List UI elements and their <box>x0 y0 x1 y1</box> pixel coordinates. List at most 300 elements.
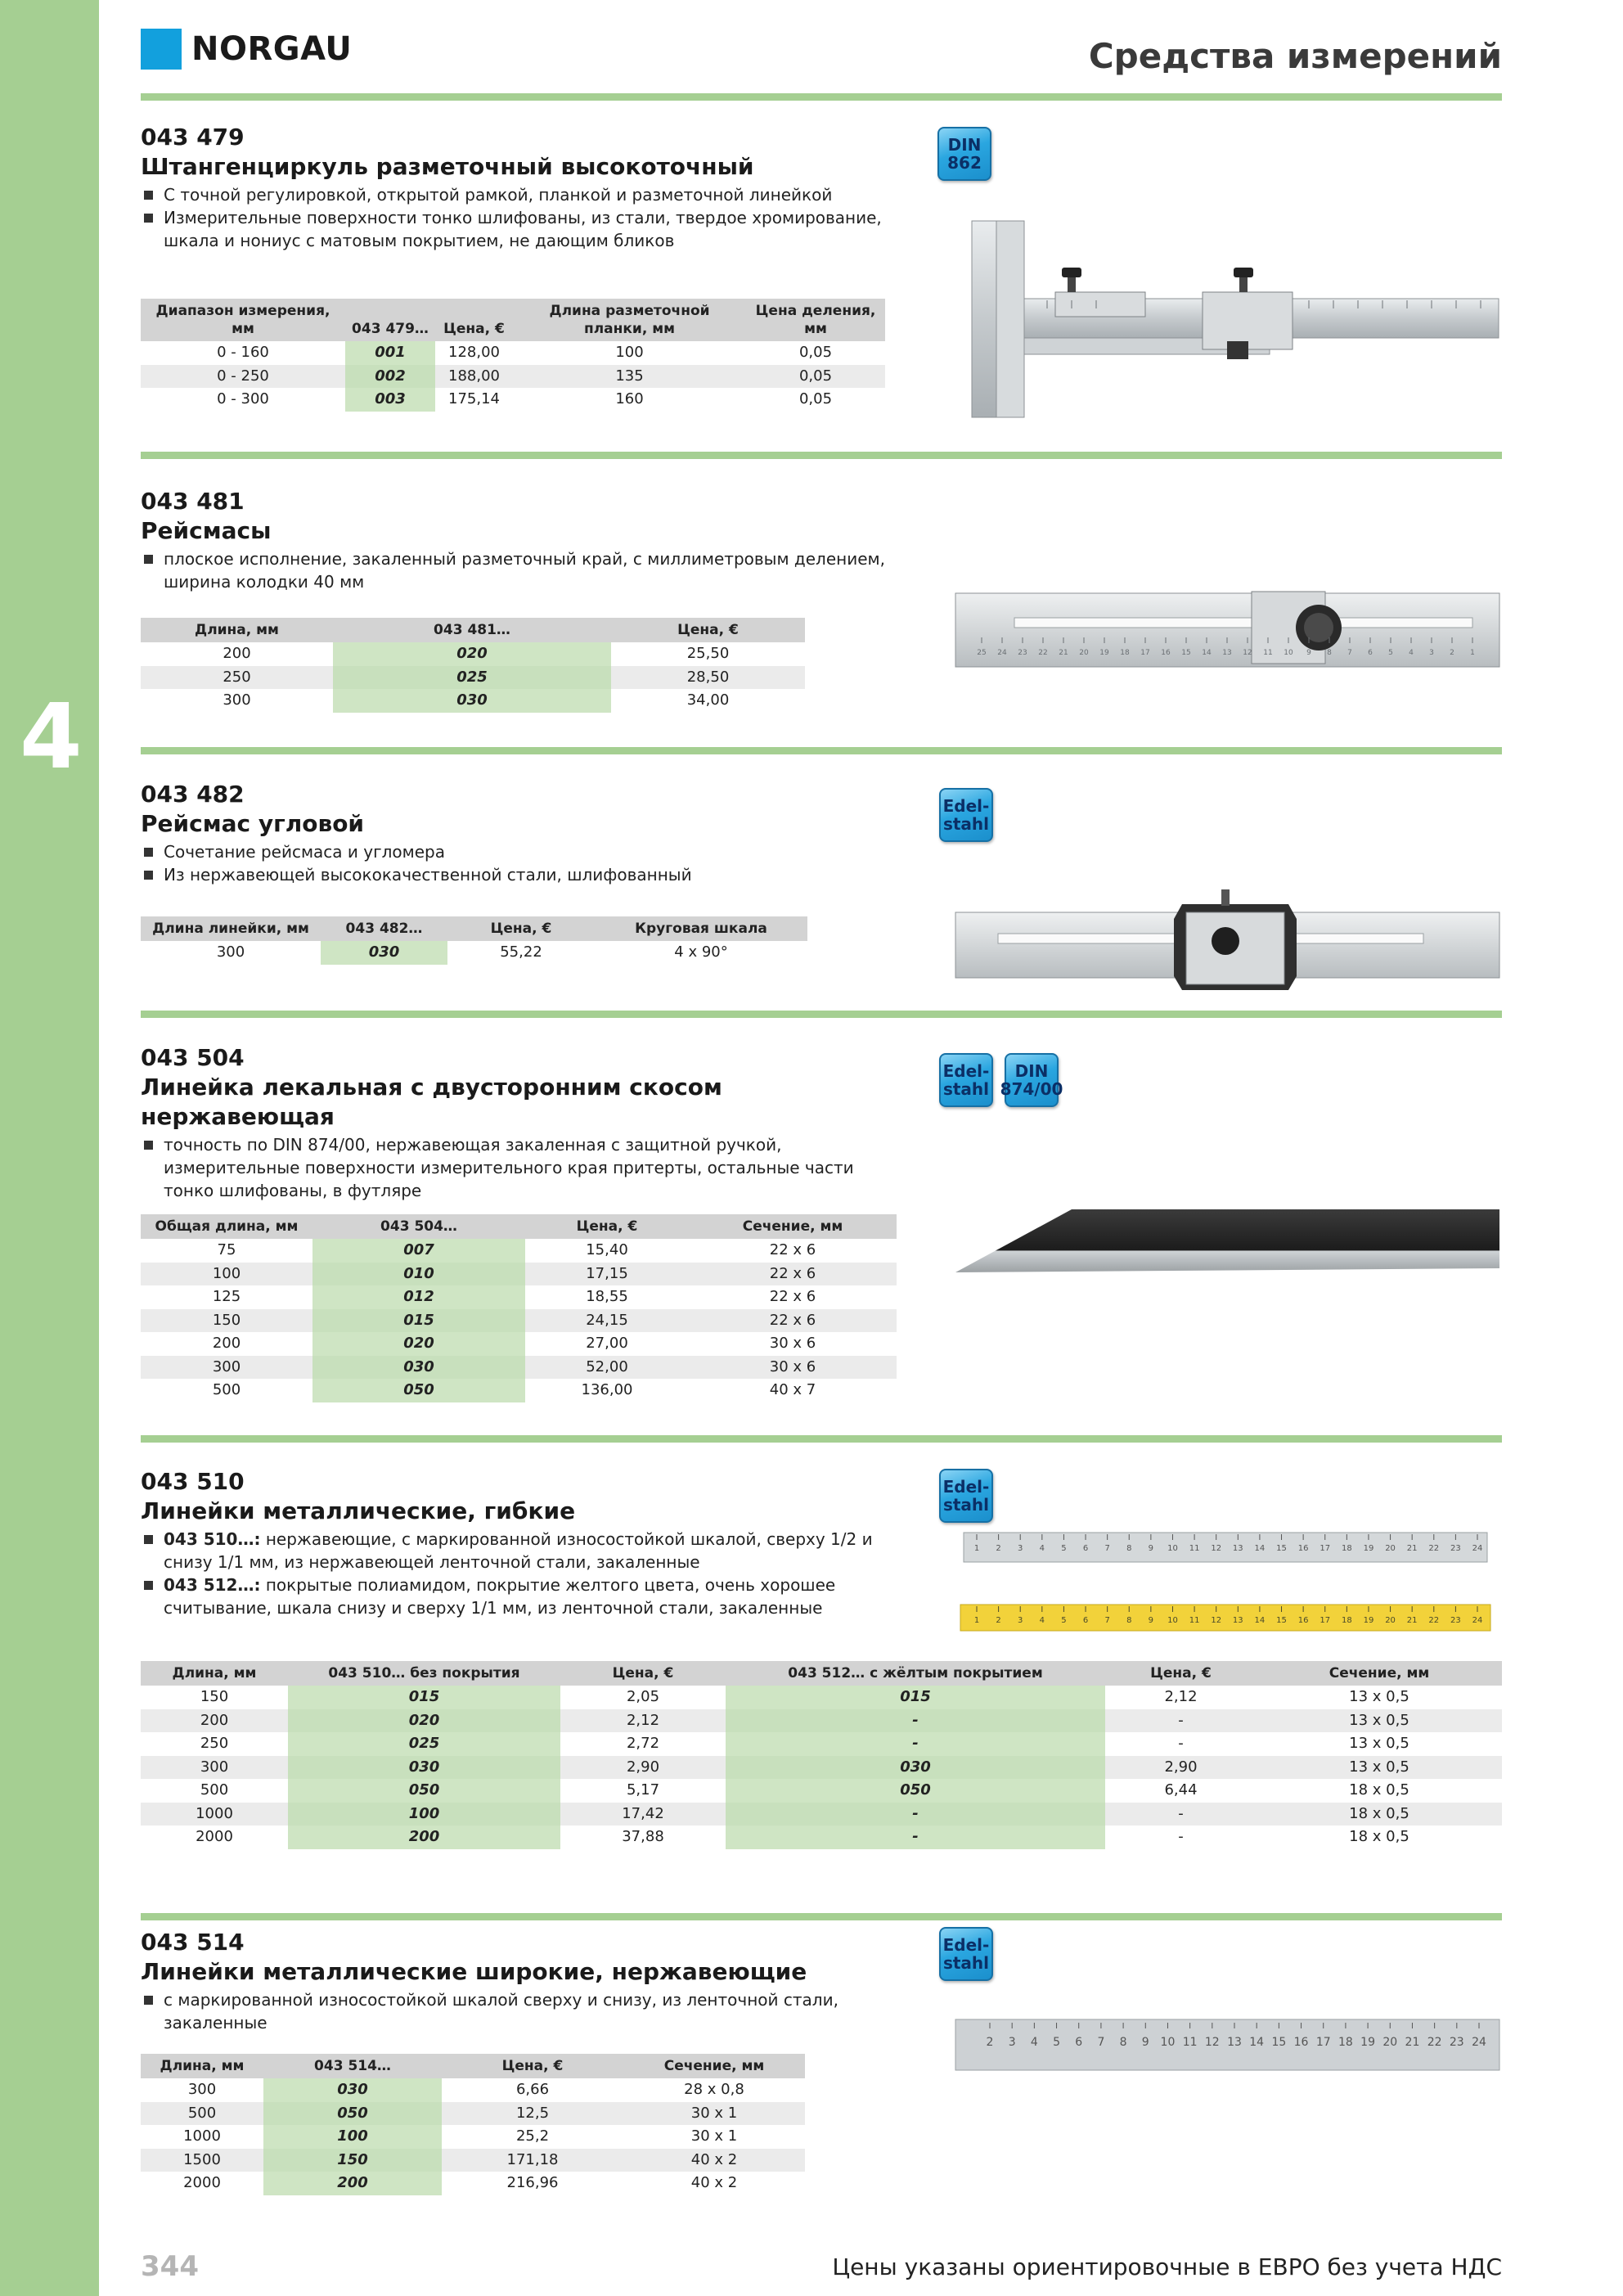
table-row <box>141 2172 805 2195</box>
section-divider <box>141 1913 1502 1920</box>
column-header: Сечение, мм <box>623 2054 805 2078</box>
order-code-cell: 012 <box>312 1285 525 1309</box>
brand-name: NORGAU <box>191 30 353 68</box>
table-cell: 13 x 0,5 <box>1257 1709 1502 1733</box>
ruler-number: 25 <box>977 649 987 657</box>
order-code-cell: 050 <box>263 2102 442 2126</box>
table-cell: 0,05 <box>746 365 885 389</box>
table-header-row <box>141 1661 1502 1686</box>
brand-logo <box>141 29 352 70</box>
order-code-cell: 030 <box>333 689 611 713</box>
ruler-number: 4 <box>1039 1544 1045 1553</box>
feature-item-text: нержавеющие, с маркированной износостойкой шкалой, сверху 1/2 и снизу 1/1 мм, из нержавеющей ленточной стали, закаленные <box>164 1529 873 1572</box>
ruler-number: 1 <box>1470 649 1475 657</box>
order-code-cell: 030 <box>312 1356 525 1380</box>
column-header: Цена, € <box>525 1214 689 1239</box>
badge-line: Edel- <box>942 1061 990 1081</box>
table-row <box>141 689 805 713</box>
ruler-number: 6 <box>1075 2036 1083 2049</box>
edelstahl-badge <box>939 1053 993 1107</box>
table-cell: 0 - 160 <box>217 344 269 362</box>
page-title: Средства измерений <box>1088 36 1502 76</box>
table-cell: 0,05 <box>798 390 833 408</box>
table-row <box>141 1263 897 1286</box>
order-code-cell: 020 <box>288 1709 560 1733</box>
table-cell: 24,15 <box>525 1309 689 1333</box>
ruler-number: 22 <box>1038 649 1048 657</box>
logo-square-icon <box>141 29 182 70</box>
table-cell: 13 x 0,5 <box>1257 1756 1502 1780</box>
badge-line: 874/00 <box>1000 1079 1063 1099</box>
table-cell: 300 <box>141 1756 288 1780</box>
article-number: 043 479 <box>141 124 245 151</box>
spec-table-043514 <box>141 2054 805 2195</box>
feature-list <box>141 1988 893 2034</box>
table-header-row <box>141 2054 805 2078</box>
table-cell: 100 <box>615 344 644 362</box>
ruler-number: 4 <box>1409 649 1414 657</box>
table-cell: 300 <box>223 691 251 709</box>
feature-list <box>141 1528 877 1619</box>
table-cell: 1000 <box>141 1803 288 1826</box>
angle-scribing-gauge-image <box>949 880 1505 994</box>
ruler-number: 14 <box>1254 1616 1266 1625</box>
table-row <box>141 642 805 666</box>
ruler-number: 18 <box>1341 1616 1352 1625</box>
ruler-number: 17 <box>1140 649 1150 657</box>
ruler-number: 24 <box>1472 1544 1483 1553</box>
order-code-cell: 020 <box>312 1332 525 1356</box>
table-cell: 52,00 <box>525 1356 689 1380</box>
marking-caliper-image <box>965 217 1505 421</box>
article-number: 043 481 <box>141 488 245 515</box>
column-header: 043 514… <box>263 2054 442 2078</box>
ruler-number: 14 <box>1249 2036 1265 2049</box>
table-cell: 22 x 6 <box>769 1241 816 1259</box>
table-cell: 30 x 6 <box>689 1356 897 1380</box>
ruler-number: 11 <box>1263 649 1273 657</box>
product-section-043481 <box>141 487 893 593</box>
table-cell: - <box>1178 1828 1184 1846</box>
order-code-cell: 025 <box>288 1732 560 1756</box>
ruler-number: 7 <box>1097 2036 1105 2049</box>
table-row <box>141 1332 897 1356</box>
table-cell: 150 <box>141 1309 312 1333</box>
section-title: Линейки металлические, гибкие <box>141 1497 576 1524</box>
ruler-number: 11 <box>1182 2036 1198 2049</box>
ruler-number: 3 <box>1018 1616 1023 1625</box>
table-cell: 4 x 90° <box>674 943 728 961</box>
ruler-number: 19 <box>1363 1544 1374 1553</box>
ruler-number: 17 <box>1320 1544 1331 1553</box>
ruler-number: 19 <box>1099 649 1109 657</box>
ruler-number: 12 <box>1211 1616 1222 1625</box>
ruler-number: 23 <box>1450 1544 1461 1553</box>
article-number: 043 504 <box>141 1044 245 1071</box>
table-cell: 1500 <box>141 2149 263 2172</box>
ruler-number: 9 <box>1148 1544 1154 1553</box>
ruler-number: 3 <box>1429 649 1434 657</box>
column-header: Цена, € <box>447 916 595 941</box>
ruler-number: 19 <box>1363 1616 1374 1625</box>
order-code-cell: - <box>726 1826 1105 1849</box>
table-cell: 6,44 <box>1164 1781 1198 1799</box>
table-cell: 135 <box>513 365 746 389</box>
order-code-cell: 002 <box>345 365 435 389</box>
table-cell: 128,00 <box>448 344 500 362</box>
ruler-number: 5 <box>1061 1544 1067 1553</box>
ruler-number: 13 <box>1222 649 1232 657</box>
ruler-number: 14 <box>1202 649 1212 657</box>
table-cell: 500 <box>141 2102 263 2126</box>
table-cell: 40 x 2 <box>623 2149 805 2172</box>
ruler-number: 21 <box>1059 649 1068 657</box>
table-row <box>141 1686 1502 1709</box>
table-cell: 1000 <box>183 2127 221 2145</box>
order-code-cell: 015 <box>288 1686 560 1709</box>
section-divider <box>141 452 1502 459</box>
feature-item: плоское исполнение, закаленный разметочный край, с миллиметровым делением, ширина колодки 40 мм <box>141 547 893 593</box>
ruler-number: 4 <box>1030 2036 1038 2049</box>
column-header: 043 504… <box>312 1214 525 1239</box>
table-row <box>141 388 885 412</box>
section-divider <box>141 747 1502 754</box>
table-cell: 171,18 <box>442 2149 623 2172</box>
table-cell: 175,14 <box>448 390 500 408</box>
column-header: Цена, € <box>560 1661 726 1686</box>
table-cell: 100 <box>141 1263 312 1286</box>
column-header: Цена, € <box>611 618 805 642</box>
order-code-cell: 010 <box>312 1263 525 1286</box>
ruler-number: 10 <box>1167 1616 1178 1625</box>
table-cell: 6,66 <box>515 2081 550 2099</box>
column-header: 043 481… <box>333 618 611 642</box>
order-code-cell: - <box>726 1732 1105 1756</box>
table-cell: 17,15 <box>525 1263 689 1286</box>
spec-table-043479 <box>141 299 885 412</box>
badge-line: stahl <box>942 1953 990 1973</box>
ruler-number: 10 <box>1167 1544 1178 1553</box>
feature-item: Измерительные поверхности тонко шлифованы, из стали, твердое хромирование, шкала и нониус с матовым покрытием, не дающим бликов <box>141 206 893 252</box>
ruler-number: 12 <box>1243 649 1252 657</box>
ruler-number: 2 <box>996 1544 1001 1553</box>
ruler-number: 23 <box>1450 1616 1461 1625</box>
table-row <box>141 1239 897 1263</box>
product-section-043482 <box>141 780 893 886</box>
edelstahl-badge <box>939 788 993 842</box>
order-code-cell: 020 <box>333 642 611 666</box>
table-cell: 160 <box>615 390 644 408</box>
ruler-number: 20 <box>1385 1544 1396 1553</box>
ruler-number: 8 <box>1126 1616 1132 1625</box>
table-cell: 2,12 <box>560 1709 726 1733</box>
table-cell: 200 <box>212 1335 241 1353</box>
table-header-row <box>141 1214 897 1239</box>
ruler-number: 6 <box>1082 1616 1089 1625</box>
din-badge <box>1000 1053 1063 1107</box>
ruler-number: 16 <box>1293 2036 1309 2049</box>
ruler-number: 1 <box>973 1544 980 1553</box>
badge-line: Edel- <box>942 1935 990 1955</box>
table-cell: 28,50 <box>611 666 805 690</box>
table-row <box>141 1732 1502 1756</box>
ruler-number: 17 <box>1315 2036 1331 2049</box>
table-cell: 0 - 250 <box>141 365 345 389</box>
table-row <box>141 1826 1502 1849</box>
table-cell: 17,42 <box>560 1803 726 1826</box>
ruler-number: 10 <box>1284 649 1293 657</box>
table-cell: 55,22 <box>500 943 542 961</box>
ruler-number: 3 <box>1018 1544 1023 1553</box>
table-row <box>141 1709 1502 1733</box>
wide-steel-ruler-image <box>949 2013 1505 2074</box>
ruler-number: 9 <box>1306 649 1311 657</box>
table-cell: 34,00 <box>686 691 730 709</box>
ruler-number: 15 <box>1276 1616 1287 1625</box>
section-divider <box>141 93 1502 101</box>
chapter-side-strip <box>0 0 101 2296</box>
feature-item-code: 043 510…: <box>164 1529 261 1549</box>
table-cell: 216,96 <box>506 2174 559 2192</box>
table-cell: 13 x 0,5 <box>1349 1688 1409 1706</box>
ruler-number: 10 <box>1160 2036 1176 2049</box>
column-header: 043 479… <box>345 299 435 341</box>
table-cell: 0,05 <box>798 344 833 362</box>
feature-item: точность по DIN 874/00, нержавеющая закаленная с защитной ручкой, измерительные поверхности измерительного края притерты, остальные части тонко шлифованы, в футляре <box>141 1133 893 1202</box>
page-number: 344 <box>141 2250 199 2283</box>
ruler-number: 8 <box>1327 649 1332 657</box>
ruler-number: 21 <box>1406 1544 1418 1553</box>
column-header: Общая длина, мм <box>141 1214 312 1239</box>
order-code-cell: 015 <box>312 1309 525 1333</box>
ruler-number: 20 <box>1385 1616 1396 1625</box>
ruler-number: 6 <box>1368 649 1373 657</box>
badge-line: DIN <box>947 135 982 155</box>
feature-item: с маркированной износостойкой шкалой сверху и снизу, из ленточной стали, закаленные <box>141 1988 893 2034</box>
ruler-number: 5 <box>1061 1616 1067 1625</box>
order-code-cell: 003 <box>345 388 435 412</box>
ruler-number: 21 <box>1405 2036 1420 2049</box>
order-code-cell: 050 <box>726 1779 1105 1803</box>
table-cell: 18 x 0,5 <box>1349 1828 1409 1846</box>
column-header: Цена, € <box>1105 1661 1257 1686</box>
table-cell: 2000 <box>183 2174 221 2192</box>
badge-line: Edel- <box>942 796 990 816</box>
table-cell: 13 x 0,5 <box>1349 1735 1409 1753</box>
feature-item <box>141 1573 877 1619</box>
table-cell: 2,72 <box>626 1735 660 1753</box>
spec-table-043481 <box>141 618 805 713</box>
ruler-number: 22 <box>1428 1544 1440 1553</box>
section-title: Рейсмас угловой <box>141 810 365 837</box>
feature-item: Сочетание рейсмаса и угломера <box>141 840 893 863</box>
table-cell: 300 <box>187 2081 217 2099</box>
ruler-number: 13 <box>1227 2036 1242 2049</box>
column-header: Цена, € <box>442 2054 623 2078</box>
order-code-cell: 050 <box>288 1779 560 1803</box>
section-divider <box>141 1011 1502 1018</box>
ruler-number: 18 <box>1341 1544 1352 1553</box>
table-header-row <box>141 916 807 941</box>
ruler-number: 12 <box>1204 2036 1220 2049</box>
ruler-number: 3 <box>1008 2036 1016 2049</box>
ruler-number: 17 <box>1320 1616 1331 1625</box>
ruler-number: 24 <box>1472 2036 1486 2049</box>
order-code-cell: 030 <box>726 1756 1105 1780</box>
order-code-cell: 200 <box>263 2172 442 2195</box>
section-title: Линейки металлические широкие, нержавеющие <box>141 1958 807 1985</box>
table-cell: 136,00 <box>581 1381 633 1399</box>
footer-note: Цены указаны ориентировочные в ЕВРО без учета НДС <box>832 2253 1502 2280</box>
column-header: Сечение, мм <box>1257 1661 1502 1686</box>
product-section-043504 <box>141 1043 893 1202</box>
table-row <box>141 1285 897 1309</box>
feature-item: Из нержавеющей высококачественной стали, шлифованный <box>141 863 893 886</box>
ruler-number: 9 <box>1141 2036 1149 2049</box>
order-code-cell: 001 <box>345 341 435 365</box>
table-cell: 22 x 6 <box>689 1309 897 1333</box>
table-cell: 22 x 6 <box>689 1263 897 1286</box>
feature-item-text: покрытые полиамидом, покрытие желтого цвета, очень хорошее считывание, шкала снизу и сверху 1/1 мм, из ленточной стали, закаленные <box>164 1575 836 1618</box>
ruler-number: 7 <box>1347 649 1352 657</box>
scribing-gauge-image <box>949 577 1505 675</box>
ruler-number: 11 <box>1189 1544 1200 1553</box>
feature-list <box>141 1133 893 1202</box>
ruler-number: 22 <box>1427 2036 1442 2049</box>
ruler-number: 2 <box>986 2036 994 2049</box>
feature-list <box>141 547 893 593</box>
section-divider <box>141 1435 1502 1443</box>
ruler-number: 15 <box>1276 1544 1287 1553</box>
table-cell: 300 <box>216 943 245 961</box>
table-row <box>141 341 885 365</box>
order-code-cell: 007 <box>312 1239 525 1263</box>
table-row <box>141 1379 897 1402</box>
table-row <box>141 666 805 690</box>
badge-line: 862 <box>947 153 982 173</box>
badge-line: Edel- <box>942 1477 990 1497</box>
column-header: Длина, мм <box>141 618 333 642</box>
ruler-number: 5 <box>1053 2036 1061 2049</box>
ruler-number: 13 <box>1232 1616 1243 1625</box>
table-cell: 300 <box>141 1356 312 1380</box>
table-cell: 40 x 7 <box>769 1381 816 1399</box>
ruler-number: 20 <box>1382 2036 1398 2049</box>
ruler-number: 6 <box>1082 1544 1089 1553</box>
table-cell: 22 x 6 <box>769 1288 816 1306</box>
article-number: 043 510 <box>141 1468 245 1495</box>
table-cell: 0 - 300 <box>217 390 269 408</box>
feature-item-code: 043 512…: <box>164 1575 261 1595</box>
ruler-number: 4 <box>1039 1616 1045 1625</box>
feature-list <box>141 840 893 886</box>
table-cell: 2,90 <box>560 1756 726 1780</box>
table-row <box>141 2149 805 2172</box>
column-header: 043 512… с жёлтым покрытием <box>726 1661 1105 1686</box>
ruler-number: 7 <box>1104 1616 1110 1625</box>
flexible-steel-rulers-image <box>957 1526 1497 1632</box>
spec-table-043504 <box>141 1214 897 1402</box>
ruler-number: 9 <box>1148 1616 1154 1625</box>
table-cell: 75 <box>217 1241 236 1259</box>
badge-line: DIN <box>1014 1061 1049 1081</box>
table-row <box>141 1803 1502 1826</box>
table-cell: 5,17 <box>626 1781 660 1799</box>
ruler-number: 15 <box>1181 649 1191 657</box>
column-header: Круговая шкала <box>595 916 807 941</box>
table-row <box>141 365 885 389</box>
ruler-number: 18 <box>1338 2036 1353 2049</box>
order-code-cell: - <box>726 1803 1105 1826</box>
table-cell: 250 <box>141 666 333 690</box>
table-cell: 2,12 <box>1164 1688 1198 1706</box>
badge-line: stahl <box>942 1495 990 1515</box>
table-cell: 18 x 0,5 <box>1257 1803 1502 1826</box>
ruler-number: 11 <box>1189 1616 1200 1625</box>
spec-table-043482 <box>141 916 807 965</box>
ruler-number: 24 <box>997 649 1007 657</box>
feature-item <box>141 1528 877 1573</box>
order-code-cell: 100 <box>288 1803 560 1826</box>
table-row <box>141 2102 805 2126</box>
table-row <box>141 2078 805 2102</box>
product-section-043479 <box>141 123 893 252</box>
ruler-number: 23 <box>1449 2036 1464 2049</box>
table-cell: 2000 <box>196 1828 233 1846</box>
order-code-cell: 015 <box>726 1686 1105 1709</box>
table-cell: 37,88 <box>622 1828 664 1846</box>
table-cell: 18,55 <box>586 1288 628 1306</box>
ruler-number: 16 <box>1297 1544 1309 1553</box>
ruler-number: 8 <box>1119 2036 1127 2049</box>
column-header: Длина линейки, мм <box>141 916 321 941</box>
ruler-number: 2 <box>996 1616 1001 1625</box>
order-code-cell: 150 <box>263 2149 442 2172</box>
table-cell: - <box>1178 1735 1184 1753</box>
ruler-number: 18 <box>1120 649 1130 657</box>
ruler-number: 16 <box>1161 649 1171 657</box>
chapter-number: 4 <box>20 684 83 789</box>
ruler-number: 13 <box>1232 1544 1243 1553</box>
table-cell: 500 <box>212 1381 241 1399</box>
product-section-043510 <box>141 1467 877 1619</box>
order-code-cell: 030 <box>263 2078 442 2102</box>
ruler-number: 16 <box>1297 1616 1309 1625</box>
table-cell: 500 <box>200 1781 229 1799</box>
article-number: 043 514 <box>141 1929 245 1956</box>
ruler-number: 20 <box>1079 649 1089 657</box>
table-cell: 18 x 0,5 <box>1349 1781 1409 1799</box>
ruler-number: 22 <box>1428 1616 1440 1625</box>
feature-list <box>141 183 893 252</box>
table-cell: 30 x 6 <box>769 1335 816 1353</box>
table-cell: 150 <box>200 1688 229 1706</box>
order-code-cell: 030 <box>288 1756 560 1780</box>
table-cell: 40 x 2 <box>690 2174 738 2192</box>
order-code-cell: 200 <box>288 1826 560 1849</box>
table-cell: 30 x 1 <box>623 2102 805 2126</box>
edelstahl-badge <box>939 1927 993 1981</box>
feature-item: С точной регулировкой, открытой рамкой, планкой и разметочной линейкой <box>141 183 893 206</box>
ruler-number: 21 <box>1406 1616 1418 1625</box>
column-header: 043 510… без покрытия <box>288 1661 560 1686</box>
badge-line: stahl <box>942 814 990 834</box>
table-cell: 2,05 <box>626 1688 660 1706</box>
column-header: Сечение, мм <box>689 1214 897 1239</box>
table-cell: 28 x 0,8 <box>684 2081 744 2099</box>
ruler-number: 19 <box>1360 2036 1376 2049</box>
table-cell: 25,2 <box>515 2127 550 2145</box>
